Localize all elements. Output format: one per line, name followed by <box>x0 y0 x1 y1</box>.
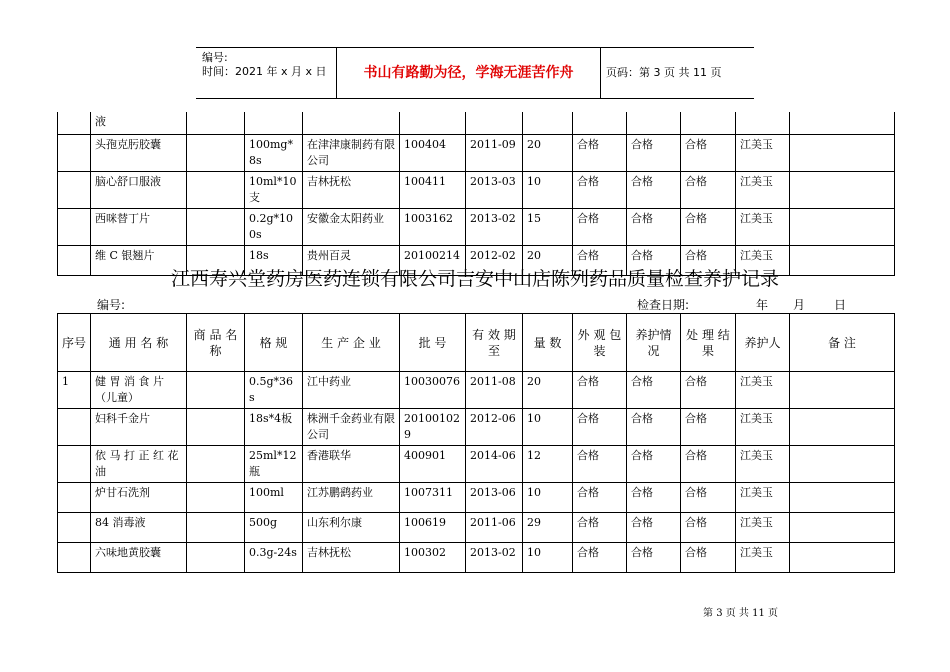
table-row <box>58 409 895 446</box>
table-cell: 合格 <box>681 171 736 208</box>
table-cell: 20 <box>523 372 573 409</box>
inspection-record-body <box>58 314 895 573</box>
table-cell <box>187 134 245 171</box>
table-cell: 江美玉 <box>736 245 790 275</box>
column-header: 养护情况 <box>627 314 681 372</box>
table-cell: 江美玉 <box>736 446 790 483</box>
inspection-record-table <box>57 313 895 573</box>
column-header: 商 品 名 称 <box>187 314 245 372</box>
table-row <box>58 543 895 573</box>
table-cell <box>790 513 895 543</box>
table-cell: 20 <box>523 245 573 275</box>
table-cell: 合格 <box>681 483 736 513</box>
table-cell <box>790 409 895 446</box>
table-cell <box>187 208 245 245</box>
table-cell <box>187 446 245 483</box>
table-cell: 合格 <box>627 543 681 573</box>
table-cell: 400901 <box>400 446 466 483</box>
table-cell: 山东利尔康 <box>303 513 400 543</box>
table-cell: 1007311 <box>400 483 466 513</box>
continuation-table <box>57 112 895 276</box>
table-cell: 合格 <box>627 171 681 208</box>
table-cell <box>245 112 303 134</box>
inspection-date-label: 检查日期: <box>637 298 690 312</box>
column-header: 养护人 <box>736 314 790 372</box>
table-row <box>58 112 895 134</box>
table-cell: 201001029 <box>400 409 466 446</box>
page-header <box>196 47 754 99</box>
table-cell: 20 <box>523 134 573 171</box>
column-header: 序号 <box>58 314 91 372</box>
table-cell <box>187 543 245 573</box>
table-cell: 2011-08 <box>466 372 523 409</box>
table-cell <box>681 112 736 134</box>
table-cell: 合格 <box>681 245 736 275</box>
table-cell: 江美玉 <box>736 171 790 208</box>
table-cell: 合格 <box>573 208 627 245</box>
table-row <box>58 483 895 513</box>
table-cell: 合格 <box>573 245 627 275</box>
table-row <box>58 513 895 543</box>
table-cell: 吉林抚松 <box>303 171 400 208</box>
column-header: 量 数 <box>523 314 573 372</box>
table-cell: 2012-02 <box>466 245 523 275</box>
sub-number-label: 编号: <box>97 298 126 312</box>
table-cell: 10 <box>523 543 573 573</box>
table-cell <box>58 483 91 513</box>
table-cell <box>790 483 895 513</box>
column-header: 处 理 结 果 <box>681 314 736 372</box>
table-cell: 10 <box>523 409 573 446</box>
table-row <box>58 372 895 409</box>
table-cell: 合格 <box>681 446 736 483</box>
table-row <box>58 171 895 208</box>
table-cell: 合格 <box>681 409 736 446</box>
table-cell: 18s <box>245 245 303 275</box>
table-cell: 合格 <box>627 208 681 245</box>
table-cell: 84 消毒液 <box>91 513 187 543</box>
table-cell: 合格 <box>627 513 681 543</box>
table-cell: 江美玉 <box>736 513 790 543</box>
table-cell: 10 <box>523 483 573 513</box>
date-year: 年 <box>756 298 769 312</box>
table-cell: 100404 <box>400 134 466 171</box>
table-cell <box>58 112 91 134</box>
header-page-info: 页码：第 3 页 共 11 页 <box>606 66 722 79</box>
table-cell: 江美玉 <box>736 372 790 409</box>
table-cell: 1003162 <box>400 208 466 245</box>
table-cell <box>187 112 245 134</box>
table-cell: 18s*4板 <box>245 409 303 446</box>
table-cell: 江中药业 <box>303 372 400 409</box>
table-cell: 六味地黄胶囊 <box>91 543 187 573</box>
table-cell: 西咪替丁片 <box>91 208 187 245</box>
table-cell: 合格 <box>573 446 627 483</box>
date-month: 月 <box>793 298 806 312</box>
table-cell: 10ml*10支 <box>245 171 303 208</box>
column-header: 通 用 名 称 <box>91 314 187 372</box>
table-cell <box>736 112 790 134</box>
table-cell: 2014-06 <box>466 446 523 483</box>
table-cell: 100ml <box>245 483 303 513</box>
table-cell <box>790 372 895 409</box>
table-cell: 合格 <box>627 372 681 409</box>
table-cell: 在津津康制药有限公司 <box>303 134 400 171</box>
table-cell <box>790 112 895 134</box>
table-cell: 贵州百灵 <box>303 245 400 275</box>
table-cell: 合格 <box>573 171 627 208</box>
table-cell: 合格 <box>573 483 627 513</box>
table-cell: 15 <box>523 208 573 245</box>
table-cell: 江美玉 <box>736 208 790 245</box>
table-cell: 0.3g-24s <box>245 543 303 573</box>
header-time-label: 时间：2021 年 x 月 x 日 <box>202 65 327 78</box>
table-cell <box>303 112 400 134</box>
table-cell: 江美玉 <box>736 409 790 446</box>
table-cell <box>573 112 627 134</box>
table-cell: 25ml*12 瓶 <box>245 446 303 483</box>
table-cell: 合格 <box>681 134 736 171</box>
table-cell: 合格 <box>573 513 627 543</box>
table-cell: 健 胃 消 食 片（儿童） <box>91 372 187 409</box>
table-cell: 吉林抚松 <box>303 543 400 573</box>
table-cell: 2013-02 <box>466 208 523 245</box>
table-cell: 依 马 打 正 红 花 油 <box>91 446 187 483</box>
table-cell: 12 <box>523 446 573 483</box>
table-cell: 江美玉 <box>736 483 790 513</box>
table-cell <box>187 409 245 446</box>
table-cell: 株洲千金药业有限公司 <box>303 409 400 446</box>
table-cell: 0.5g*36s <box>245 372 303 409</box>
table-cell: 2013-02 <box>466 543 523 573</box>
table-cell: 安徽金太阳药业 <box>303 208 400 245</box>
table-cell: 香港联华 <box>303 446 400 483</box>
table-cell: 合格 <box>573 409 627 446</box>
column-header: 格 规 <box>245 314 303 372</box>
table-cell: 2013-06 <box>466 483 523 513</box>
table-cell <box>400 112 466 134</box>
table-cell: 合格 <box>573 134 627 171</box>
table-cell: 江美玉 <box>736 134 790 171</box>
table-cell <box>790 446 895 483</box>
table-cell: 29 <box>523 513 573 543</box>
table-cell <box>58 543 91 573</box>
document-title: 江西寿兴堂药房医药连锁有限公司吉安中山店陈列药品质量检查养护记录 <box>170 268 779 290</box>
table-row <box>58 446 895 483</box>
table-cell <box>58 171 91 208</box>
table-cell: 100mg*8s <box>245 134 303 171</box>
table-cell <box>187 372 245 409</box>
table-cell: 2011-06 <box>466 513 523 543</box>
header-left <box>196 48 336 98</box>
date-day: 日 <box>834 298 847 312</box>
table-cell <box>187 483 245 513</box>
table-row <box>58 208 895 245</box>
table-cell: 头孢克肟胶囊 <box>91 134 187 171</box>
table-header-row <box>58 314 895 372</box>
table-cell: 500g <box>245 513 303 543</box>
continuation-table-body <box>58 112 895 275</box>
column-header: 备 注 <box>790 314 895 372</box>
table-cell: 合格 <box>573 372 627 409</box>
table-cell: 2012-06 <box>466 409 523 446</box>
table-cell <box>466 112 523 134</box>
table-cell <box>187 171 245 208</box>
table-cell <box>58 134 91 171</box>
table-cell: 炉甘石洗剂 <box>91 483 187 513</box>
table-cell: 脑心舒口服液 <box>91 171 187 208</box>
table-cell: 100411 <box>400 171 466 208</box>
table-cell: 2013-03 <box>466 171 523 208</box>
column-header: 生 产 企 业 <box>303 314 400 372</box>
table-cell: 江苏鹏鹞药业 <box>303 483 400 513</box>
table-cell <box>58 409 91 446</box>
table-cell: 100619 <box>400 513 466 543</box>
header-motto: 书山有路勤为径，学海无涯苦作舟 <box>336 48 601 98</box>
table-cell <box>627 112 681 134</box>
table-cell <box>523 112 573 134</box>
table-cell: 合格 <box>627 134 681 171</box>
table-cell: 合格 <box>573 543 627 573</box>
table-cell: 20100214 <box>400 245 466 275</box>
table-cell <box>58 513 91 543</box>
table-cell <box>187 513 245 543</box>
table-cell: 合格 <box>681 543 736 573</box>
table-cell: 2011-09 <box>466 134 523 171</box>
column-header: 批 号 <box>400 314 466 372</box>
table-row <box>58 134 895 171</box>
table-cell: 液 <box>91 112 187 134</box>
column-header: 有 效 期 至 <box>466 314 523 372</box>
table-cell: 0.2g*100s <box>245 208 303 245</box>
header-number-label: 编号: <box>202 51 228 64</box>
table-cell <box>58 446 91 483</box>
table-cell <box>790 208 895 245</box>
table-cell: 合格 <box>627 245 681 275</box>
column-header: 外 观 包 装 <box>573 314 627 372</box>
table-cell: 合格 <box>681 208 736 245</box>
table-cell: 合格 <box>681 513 736 543</box>
table-cell <box>790 171 895 208</box>
table-cell: 维 C 银翘片 <box>91 245 187 275</box>
table-cell: 合格 <box>627 446 681 483</box>
table-cell <box>790 543 895 573</box>
table-cell: 10 <box>523 171 573 208</box>
table-cell <box>58 208 91 245</box>
table-cell: 合格 <box>627 483 681 513</box>
table-cell: 100302 <box>400 543 466 573</box>
table-cell: 合格 <box>627 409 681 446</box>
table-cell: 1 <box>58 372 91 409</box>
table-cell: 10030076 <box>400 372 466 409</box>
page-footer: 第 3 页 共 11 页 <box>703 608 778 619</box>
table-cell: 江美玉 <box>736 543 790 573</box>
table-cell: 合格 <box>681 372 736 409</box>
table-cell <box>790 134 895 171</box>
table-cell: 妇科千金片 <box>91 409 187 446</box>
